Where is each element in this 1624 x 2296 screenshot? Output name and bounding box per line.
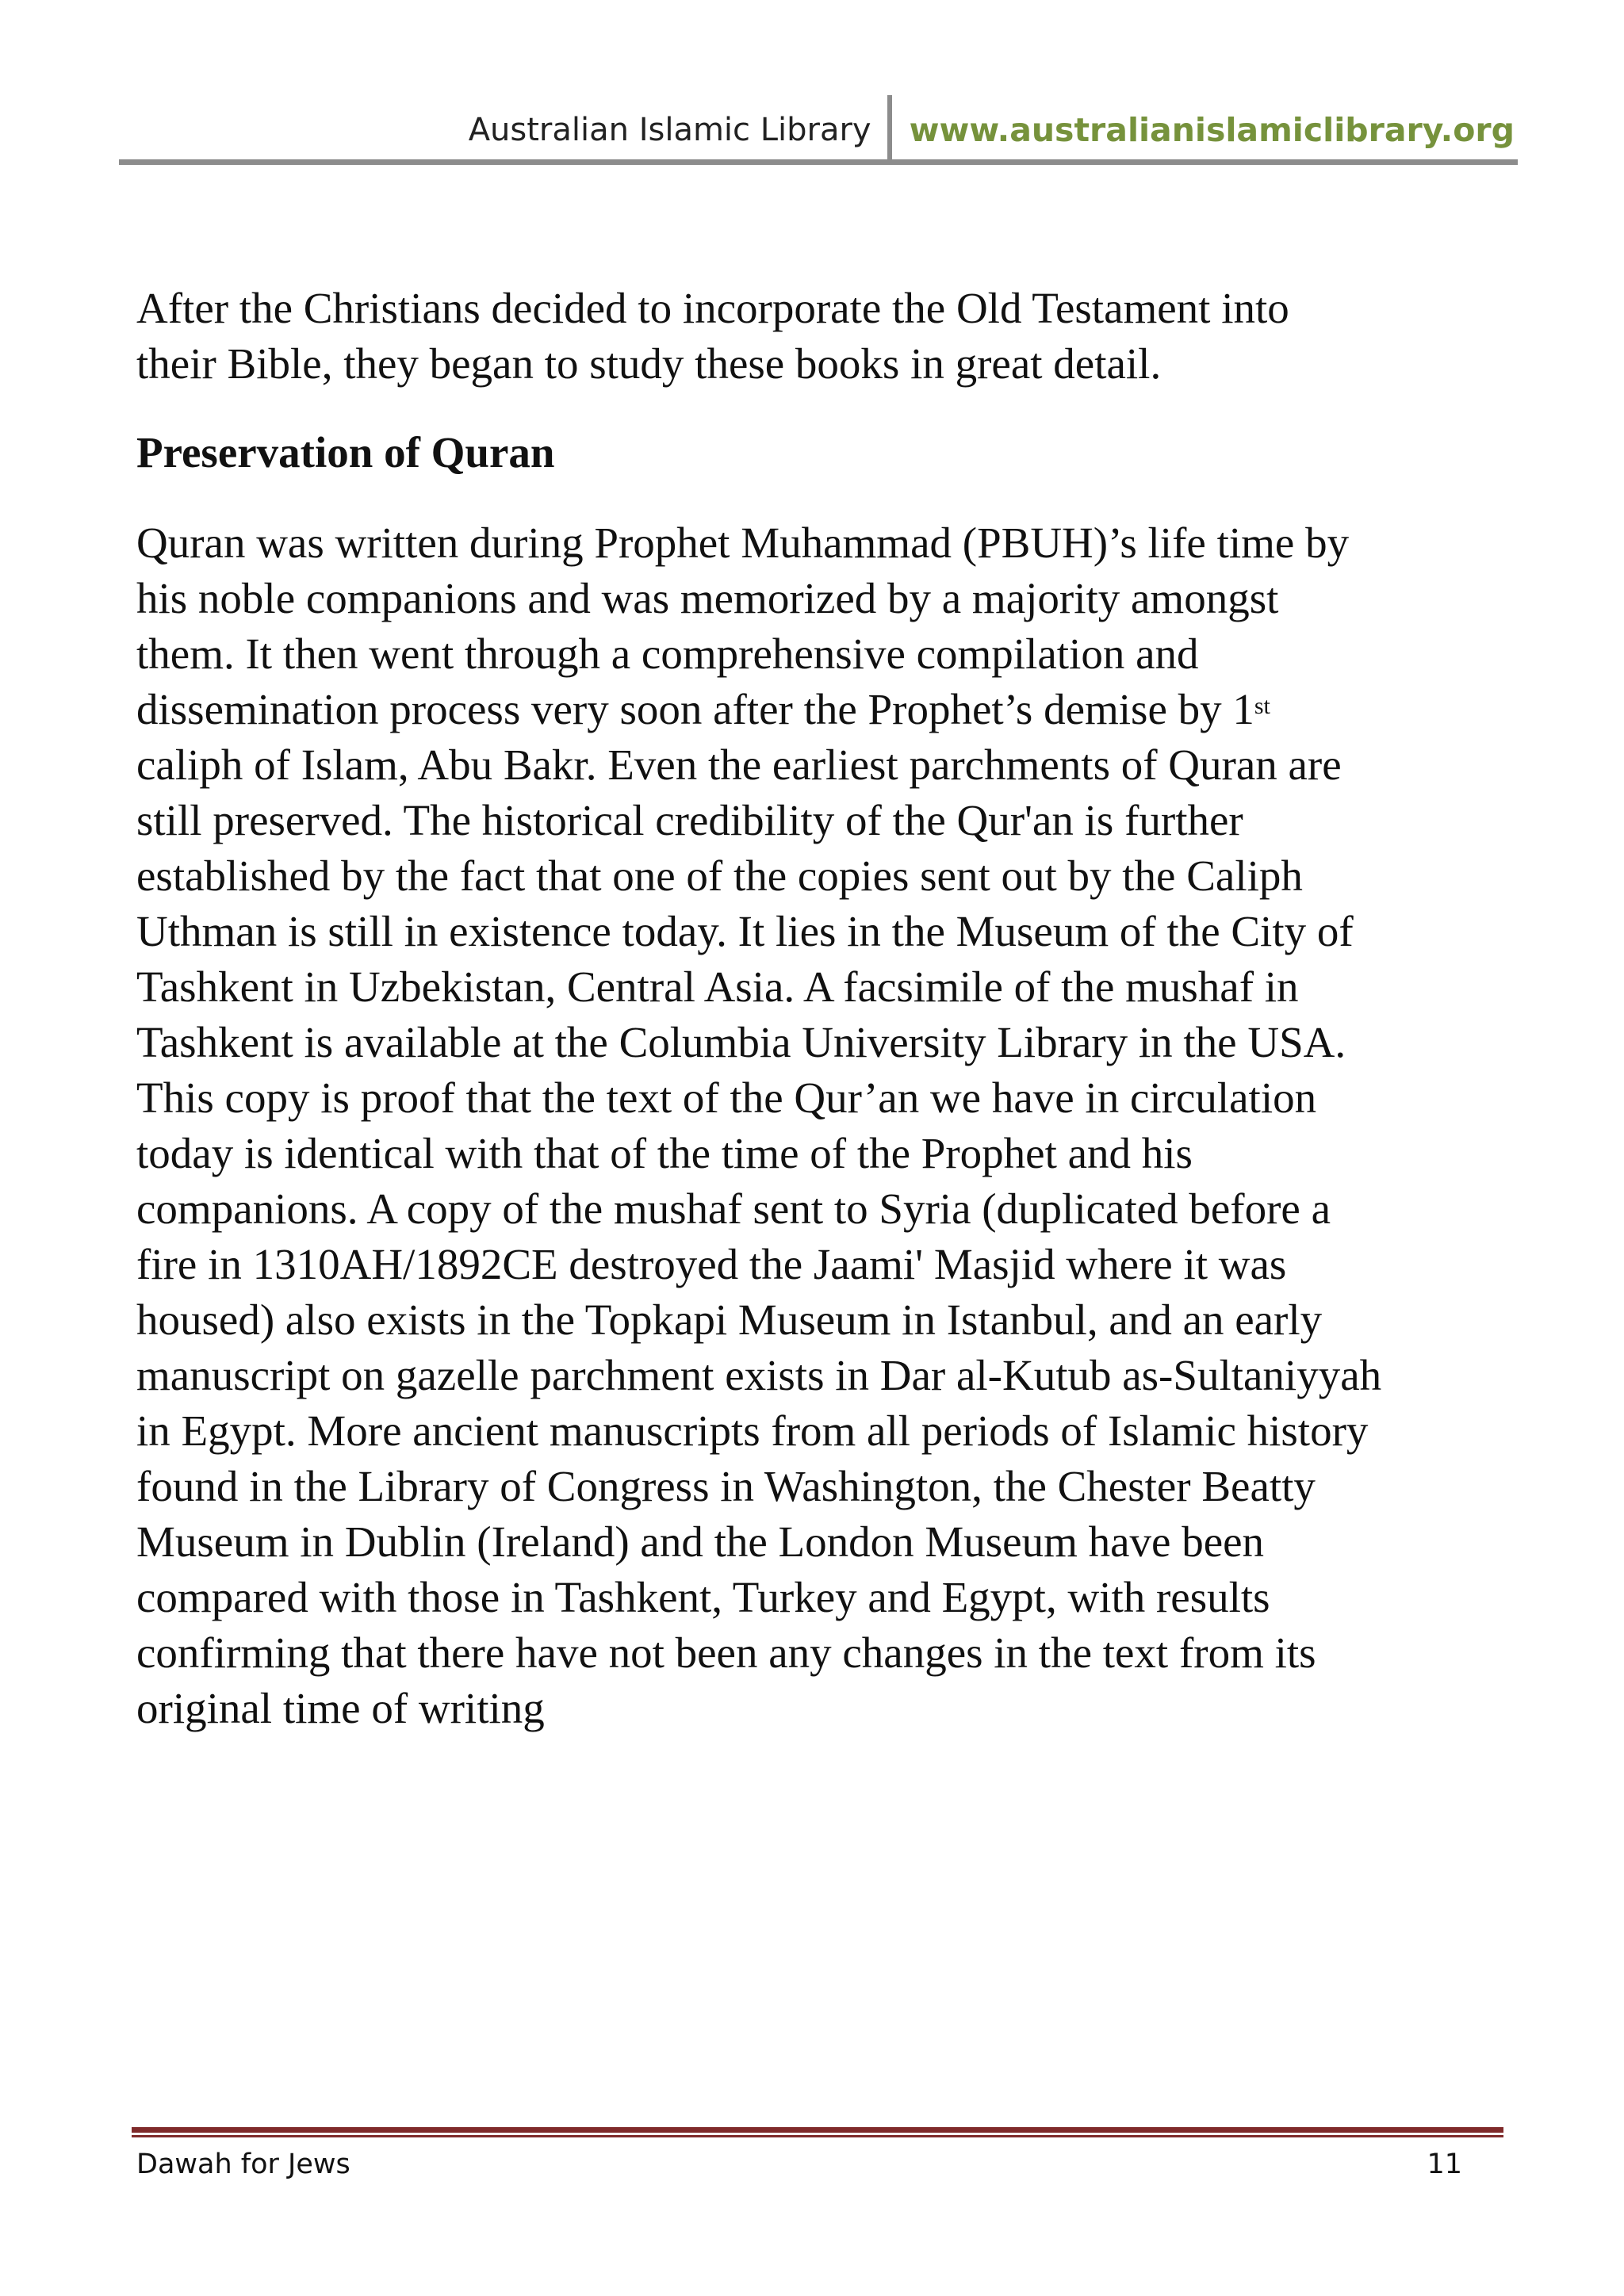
footer-page-number: 11 (1427, 2149, 1462, 2180)
footer-document-title: Dawah for Jews (136, 2149, 350, 2180)
paragraph-line: his noble companions and was memorized by a majority amongst (136, 574, 1279, 622)
paragraph-line: original time of writing (136, 1684, 545, 1732)
paragraph-line-with-superscript (136, 682, 1516, 737)
intro-line: their Bible, they began to study these books in great detail. (136, 339, 1162, 388)
paragraph-line: fire in 1310AH/1892CE destroyed the Jaami' Masjid where it was (136, 1240, 1287, 1288)
paragraph-line: in Egypt. More ancient manuscripts from all periods of Islamic history (136, 1406, 1369, 1455)
paragraph-line: Quran was written during Prophet Muhammad (PBUH)’s life time by (136, 519, 1350, 567)
page-content (136, 281, 1516, 1736)
paragraph-rest-lines (136, 737, 1516, 1736)
paragraph-line: Uthman is still in existence today. It lies in the Museum of the City of (136, 907, 1354, 955)
section-heading: Preservation of Quran (136, 428, 555, 476)
footer-rule-thick (132, 2127, 1503, 2133)
paragraph-line: This copy is proof that the text of the Qur’an we have in circulation (136, 1073, 1317, 1122)
page-header (119, 94, 1515, 166)
main-paragraph (136, 515, 1516, 1736)
header-content (469, 98, 1515, 162)
paragraph-line: found in the Library of Congress in Washington, the Chester Beatty (136, 1462, 1316, 1510)
footer-rule-thin (132, 2135, 1503, 2137)
header-rule (119, 159, 1518, 165)
header-library-name: Australian Islamic Library (468, 112, 871, 148)
paragraph-line: caliph of Islam, Abu Bakr. Even the earliest parchments of Quran are (136, 740, 1342, 789)
header-url-link[interactable]: www.australianislamiclibrary.org (909, 111, 1515, 149)
paragraph-line: housed) also exists in the Topkapi Museum in Istanbul, and an early (136, 1295, 1323, 1344)
paragraph-line: them. It then went through a comprehensive compilation and (136, 629, 1199, 678)
paragraph-line: companions. A copy of the mushaf sent to Syria (duplicated before a (136, 1184, 1331, 1233)
paragraph-line: confirming that there have not been any changes in the text from its (136, 1628, 1316, 1677)
paragraph-line: Museum in Dublin (Ireland) and the London Museum have been (136, 1517, 1265, 1566)
intro-line: After the Christians decided to incorporate the Old Testament into (136, 284, 1289, 332)
intro-paragraph (136, 281, 1516, 392)
paragraph-line: still preserved. The historical credibility of the Qur'an is further (136, 796, 1243, 844)
paragraph-line: Tashkent in Uzbekistan, Central Asia. A facsimile of the mushaf in (136, 962, 1299, 1011)
paragraph-line: manuscript on gazelle parchment exists in Dar al-Kutub as-Sultaniyyah (136, 1351, 1382, 1399)
paragraph-line: compared with those in Tashkent, Turkey and Egypt, with results (136, 1573, 1270, 1621)
paragraph-line: Tashkent is available at the Columbia University Library in the USA. (136, 1018, 1346, 1066)
paragraph-line: established by the fact that one of the copies sent out by the Caliph (136, 851, 1303, 900)
header-separator (887, 95, 892, 162)
paragraph-line: today is identical with that of the time of the Prophet and his (136, 1129, 1193, 1177)
paragraph-line-text: dissemination process very soon after the Prophet’s demise by 1 (136, 685, 1254, 733)
ordinal-superscript: st (1254, 693, 1270, 719)
page-footer (136, 2149, 1462, 2180)
